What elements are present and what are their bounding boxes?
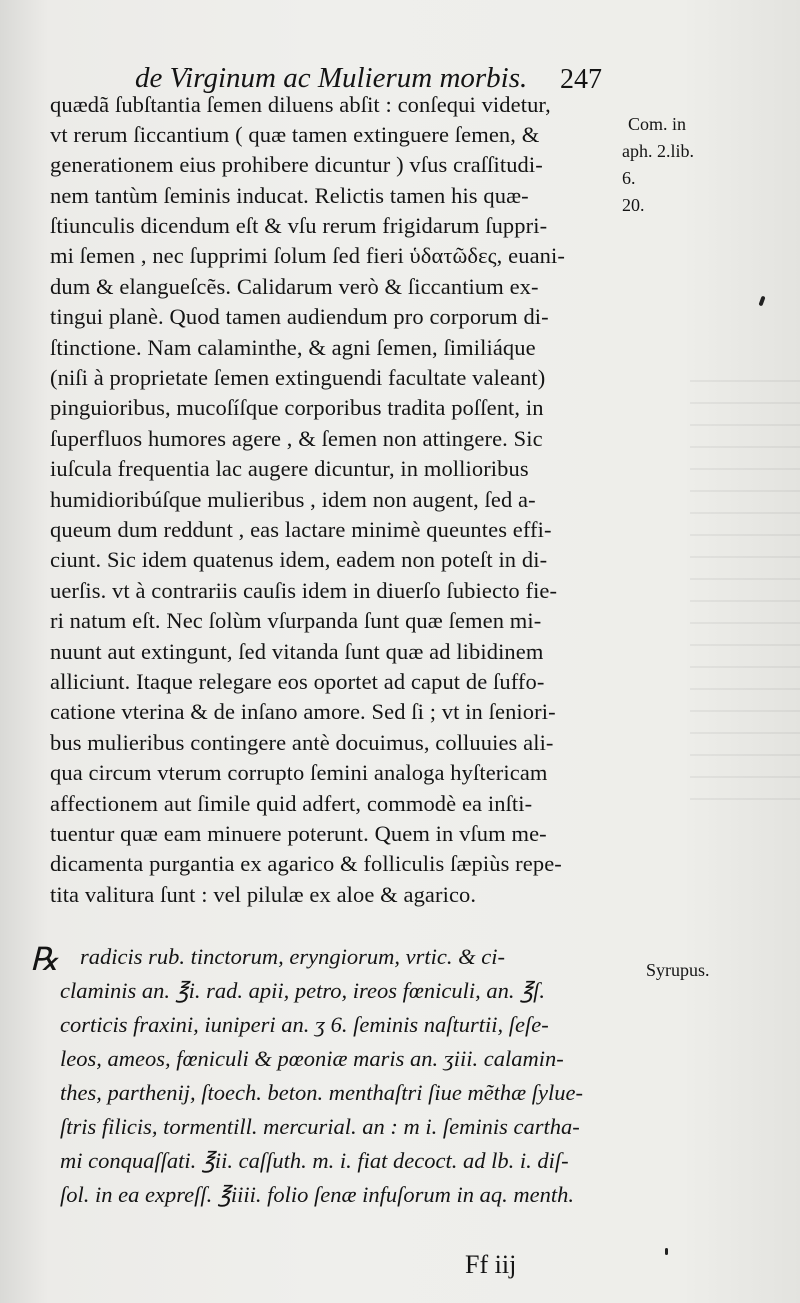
body-line: ſuperfluos humores agere , & ſemen non attingere. Sic (50, 426, 543, 451)
body-line: nem tantùm ſeminis inducat. Relictis tamen his quæ- (50, 183, 529, 208)
body-line: ciunt. Sic idem quatenus idem, eadem non poteſt in di- (50, 547, 548, 572)
body-line: humidioribúſque mulieribus , idem non augent, ſed a- (50, 487, 536, 512)
signature-mark: Ff iij (465, 1250, 517, 1279)
body-line: queum dum reddunt , eas lactare minimè queuntes effi- (50, 517, 552, 542)
body-line: tingui planè. Quod tamen audiendum pro corporum di- (50, 304, 549, 329)
recipe-line: leos, ameos, fœniculi & pœoniæ maris an. ʒiii. calamin- (60, 1046, 564, 1071)
body-line: quædã ſubſtantia ſemen diluens abſit : conſequi videtur, (50, 92, 551, 117)
body-line: ri natum eſt. Nec ſolùm vſurpanda ſunt quæ ſemen mi- (50, 608, 542, 633)
body-line: alliciunt. Itaque relegare eos oportet ad caput de ſuffo- (50, 669, 545, 694)
body-line: iuſcula frequentia lac augere dicuntur, in mollioribus (50, 456, 529, 481)
recipe-line: claminis an. ℥i. rad. apii, petro, ireos fœniculi, an. ℥ſ. (60, 978, 545, 1003)
body-line: pinguioribus, mucoſíſque corporibus tradita poſſent, in (50, 395, 544, 420)
body-line: dicamenta purgantia ex agarico & folliculis ſæpiùs repe- (50, 851, 562, 876)
margin-note-com-1: Com. in (628, 114, 687, 134)
margin-note-syrupus: Syrupus. (646, 960, 710, 980)
page-number: 247 (560, 64, 602, 95)
body-line: nuunt aut extingunt, ſed vitanda ſunt quæ ad libidinem (50, 639, 544, 664)
margin-note-com-3: 6. (622, 168, 636, 188)
running-head: de Virginum ac Mulierum morbis. (135, 62, 528, 94)
margin-note-com-2: aph. 2.lib. (622, 141, 694, 161)
recipe-line: ſol. in ea expreſſ. ℥iiii. folio ſenæ infuſorum in aq. menth. (60, 1182, 574, 1207)
body-line: dum & elangueſcẽs. Calidarum verò & ſiccantium ex- (50, 274, 539, 299)
svg-text:℞: ℞ (30, 941, 59, 976)
body-line: bus mulieribus contingere antè docuimus, colluuies ali- (50, 730, 554, 755)
body-line: mi ſemen , nec ſupprimi ſolum ſed fieri ὑδατῶδες, euani- (50, 243, 565, 268)
body-line: qua circum vterum corrupto ſemini analoga hyſtericam (50, 760, 548, 785)
margin-note-com-4: 20. (622, 195, 645, 215)
body-line: tita valitura ſunt : vel pilulæ ex aloe & agarico. (50, 882, 477, 907)
recipe-block (60, 932, 640, 1252)
ink-speck (665, 1248, 668, 1255)
recipe-line: corticis fraxini, iuniperi an. ʒ 6. ſeminis naſturtii, ſeſe- (60, 1012, 549, 1037)
recipe-line: mi conquaſſati. ℥ii. caſſuth. m. i. fiat decoct. ad lb. i. diſ- (60, 1148, 569, 1173)
recipe-line: ſtris filicis, tormentill. mercurial. an : m i. ſeminis cartha- (60, 1114, 580, 1139)
body-line: affectionem aut ſimile quid adfert, commodè ea inſti- (50, 791, 533, 816)
recipe-line: radicis rub. tinctorum, eryngiorum, vrtic. & ci- (80, 944, 505, 969)
body-line: uerſis. vt à contrariis cauſis idem in diuerſo ſubiecto fie- (50, 578, 558, 603)
body-line: catione vterina & de inſano amore. Sed ſi ; vt in ſeniori- (50, 699, 556, 724)
recipe-line: thes, parthenij, ſtoech. beton. menthaſtri ſiue mẽthæ ſylue- (60, 1080, 584, 1105)
show-through-bleed (690, 380, 800, 810)
body-line: tuentur quæ eam minuere poterunt. Quem in vſum me- (50, 821, 547, 846)
body-line: (niſi à proprietate ſemen extinguendi facultate valeant) (50, 365, 546, 390)
body-text (50, 88, 625, 928)
body-line: ſtiunculis dicendum eſt & vſu rerum frigidarum ſuppri- (50, 213, 548, 238)
body-line: ſtinctione. Nam calaminthe, & agni ſemen, ſimiliáque (50, 335, 536, 360)
body-line: vt rerum ſiccantium ( quæ tamen extinguere ſemen, & (50, 122, 540, 147)
body-line: generationem eius prohibere dicuntur ) vſus craſſitudi- (50, 152, 543, 177)
